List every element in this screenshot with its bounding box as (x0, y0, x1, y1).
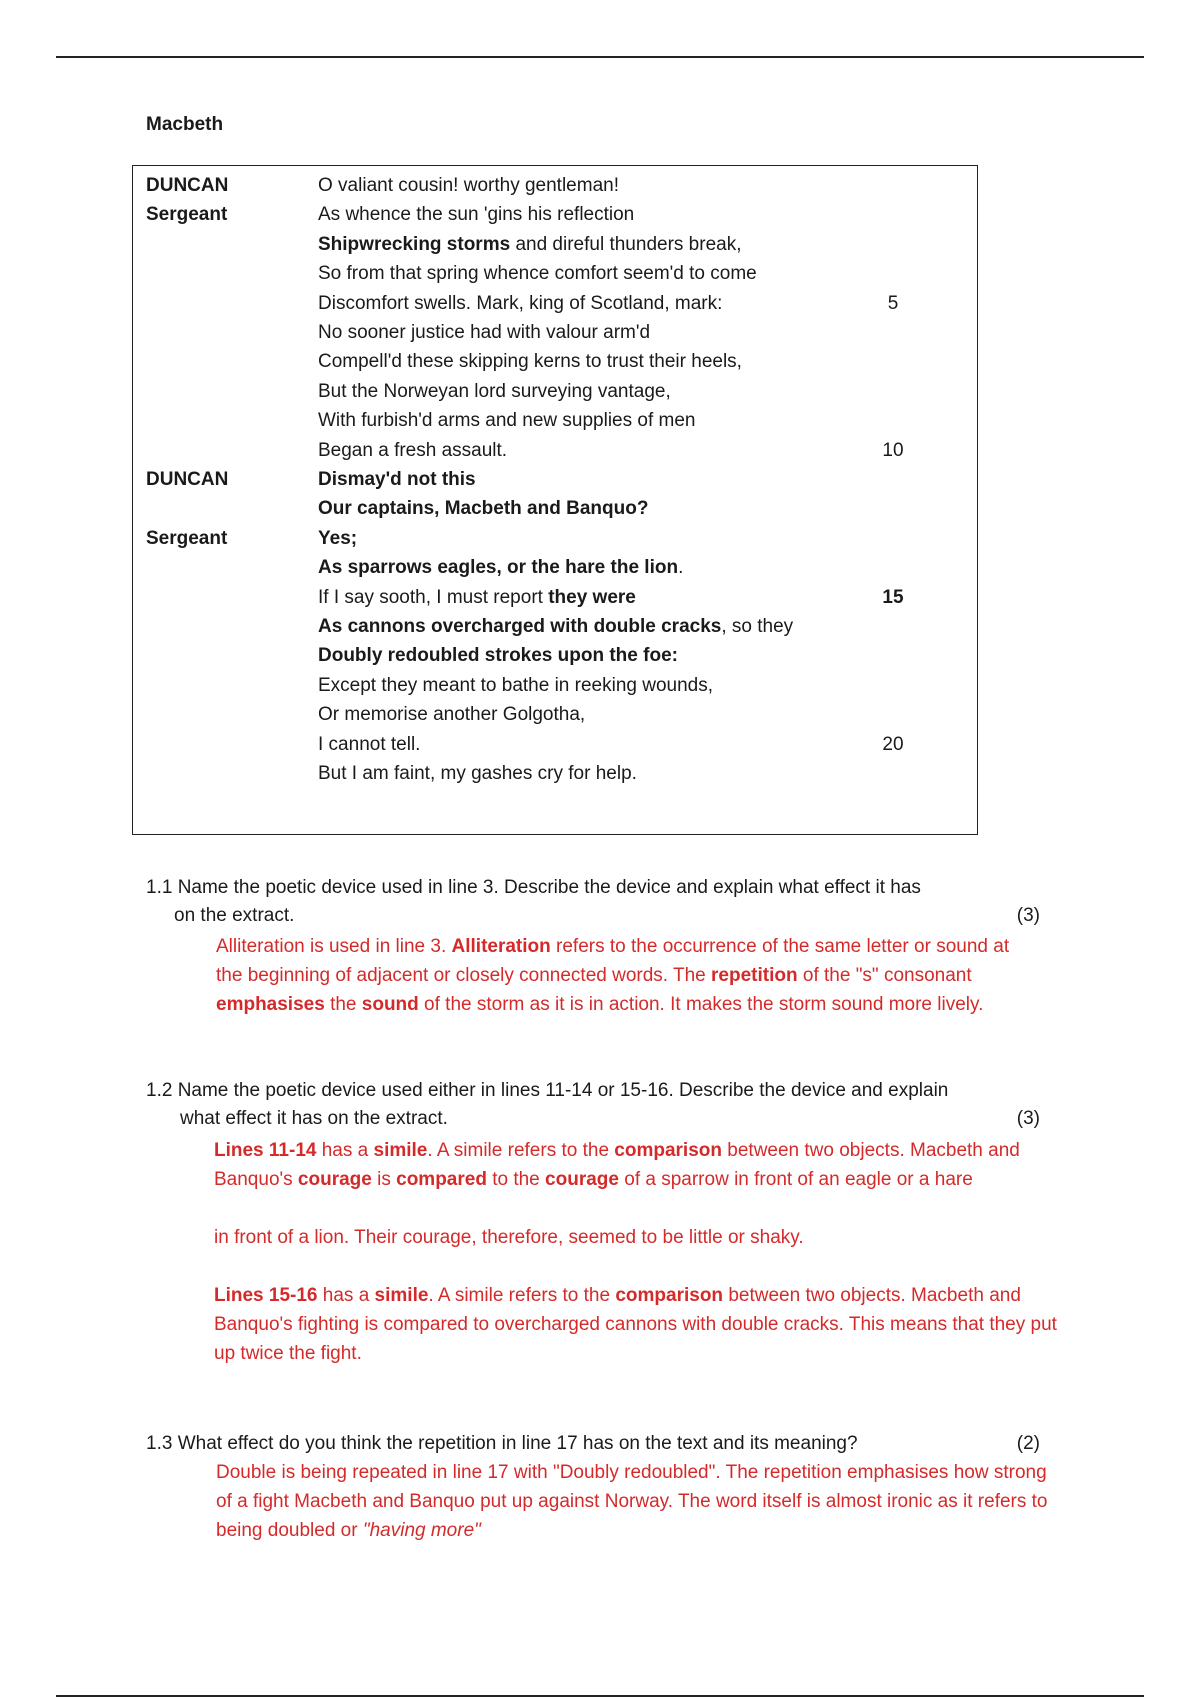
verse-segment: Yes; (318, 527, 358, 549)
answer-segment: courage (545, 1169, 619, 1190)
document-title: Macbeth (146, 114, 224, 135)
answer-segment: comparison (615, 1285, 724, 1306)
extract-line (133, 495, 977, 523)
extract-line (133, 731, 977, 759)
answer-segment: "having more" (362, 1520, 481, 1541)
marks: (2) (1016, 1433, 1040, 1454)
answer-segment: to the (486, 1169, 546, 1190)
answer-1-2 (214, 1136, 1058, 1368)
question-line: 1.2 Name the poetic device used either in lines 11-14 or 15-16. Describe the device and explain (146, 1080, 949, 1101)
verse-text (318, 642, 678, 670)
verse-text (318, 348, 742, 376)
extract-line (133, 260, 977, 288)
verse-text (318, 731, 420, 759)
verse-text (318, 466, 476, 494)
speaker-name: Sergeant (146, 204, 228, 226)
answer-segment: sound (361, 994, 419, 1015)
line-number: 10 (882, 439, 904, 461)
extract-line (133, 201, 977, 229)
verse-segment: Our captains, Macbeth and Banquo? (318, 498, 649, 520)
answer-segment: Alliteration (451, 936, 551, 957)
answer-segment: compared (396, 1169, 487, 1190)
extract-line (133, 525, 977, 553)
verse-text (318, 672, 713, 700)
answer-segment: has a (316, 1140, 374, 1161)
paragraph-gap (214, 1194, 1058, 1223)
question-text-cont (146, 1105, 1046, 1133)
verse-segment: Or memorise another Golgotha, (318, 704, 586, 726)
line-number: 15 (882, 586, 904, 608)
extract-line (133, 378, 977, 406)
extract-line (133, 760, 977, 788)
answer-segment: of the "s" consonant (797, 965, 972, 986)
verse-segment: But the Norweyan lord surveying vantage, (318, 380, 671, 402)
verse-segment: Began a fresh assault. (318, 439, 508, 461)
verse-text (318, 760, 637, 788)
answer-paragraph (214, 1281, 1058, 1368)
question-1-3 (146, 1430, 1046, 1458)
verse-segment: But I am faint, my gashes cry for help. (318, 763, 637, 784)
question-text (146, 874, 1046, 902)
verse-text (318, 613, 793, 641)
extract-line (133, 172, 977, 200)
verse-text (318, 201, 634, 229)
verse-text (318, 701, 585, 729)
verse-segment: O valiant cousin! worthy gentleman! (318, 175, 619, 196)
answer-segment: the (324, 994, 362, 1015)
answer-paragraph (216, 1458, 1056, 1545)
answer-segment: Double is being repeated in line 17 with "Doubly redoubled". The repetition emphasises how strong of a fight Macbeth and Banquo put up against Norway. The word itself is almost ironic as it refers to being doubled or (216, 1462, 1048, 1541)
extract-line (133, 231, 977, 259)
verse-segment: , so they (721, 616, 794, 637)
extract-line (133, 701, 977, 729)
verse-segment: As cannons overcharged with double cracks (318, 616, 722, 637)
extract-line (133, 407, 977, 435)
extract-line (133, 554, 977, 582)
verse-text (318, 407, 695, 435)
question-line: 1.3 What effect do you think the repetition in line 17 has on the text and its meaning? (146, 1433, 858, 1454)
verse-text (318, 378, 671, 406)
verse-text (318, 584, 636, 612)
paragraph-gap (214, 1252, 1058, 1281)
answer-paragraph (216, 932, 1026, 1019)
answer-segment: has a (317, 1285, 375, 1306)
speaker-name: Sergeant (146, 527, 228, 549)
verse-segment: So from that spring whence comfort seem'd to come (318, 263, 757, 285)
extract-line (133, 466, 977, 494)
extract-line (133, 348, 977, 376)
verse-segment: I cannot tell. (318, 733, 421, 755)
answer-segment: courage (297, 1169, 372, 1190)
question-text (146, 1430, 1046, 1458)
marks: (3) (1016, 905, 1040, 926)
verse-text (318, 172, 619, 200)
answer-segment: of a sparrow in front of an eagle or a hare (618, 1169, 973, 1190)
answer-segment: in front of a lion. Their courage, therefore, seemed to be little or shaky. (214, 1227, 804, 1248)
answer-segment: simile (373, 1140, 428, 1161)
answer-segment: Lines 15-16 (214, 1285, 318, 1306)
verse-segment: Compell'd these skipping kerns to trust their heels, (318, 351, 742, 373)
verse-segment: and direful thunders break, (510, 233, 742, 255)
verse-segment: As whence the sun 'gins his reflection (318, 204, 635, 226)
verse-segment: As sparrows eagles, or the hare the lion (318, 557, 679, 579)
verse-segment: With furbish'd arms and new supplies of men (318, 410, 696, 432)
verse-segment: No sooner justice had with valour arm'd (318, 322, 651, 343)
speaker-name: DUNCAN (146, 175, 229, 196)
marks: (3) (1016, 1108, 1040, 1129)
answer-segment: repetition (711, 965, 798, 986)
extract-line (133, 613, 977, 641)
verse-text (318, 437, 507, 465)
verse-segment: Discomfort swells. Mark, king of Scotland, mark: (318, 292, 723, 314)
answer-segment: emphasises (216, 994, 325, 1015)
verse-text (318, 495, 648, 523)
answer-segment: between two objects. Macbeth and Banquo's fighting is compared to overcharged cannons with double cracks. This means that they put up twice the fight. (214, 1285, 1057, 1364)
bottom-rule (56, 1695, 1144, 1697)
line-number: 5 (887, 292, 899, 314)
top-rule (56, 56, 1144, 58)
verse-segment: If I say sooth, I must report (318, 586, 549, 608)
answer-segment: between two objects. Macbeth and Banquo's (214, 1140, 1020, 1190)
extract-line (133, 584, 977, 612)
question-text (146, 1077, 1046, 1105)
answer-segment: simile (374, 1285, 429, 1306)
answer-1-3 (216, 1458, 1056, 1545)
verse-text (318, 290, 722, 318)
speaker-name: DUNCAN (146, 469, 229, 490)
extract-line (133, 319, 977, 347)
answer-segment: comparison (614, 1140, 722, 1161)
extract-box (132, 165, 978, 835)
question-line: 1.1 Name the poetic device used in line 3. Describe the device and explain what effect it has (146, 877, 921, 898)
verse-segment: Doubly redoubled strokes upon the foe: (318, 645, 678, 667)
verse-segment: Dismay'd not this (318, 469, 476, 490)
answer-segment: . A simile refers to the (427, 1140, 615, 1161)
question-text-cont (146, 902, 1046, 930)
question-1-2 (146, 1077, 1046, 1133)
verse-segment: Shipwrecking storms (318, 233, 511, 255)
answer-segment: Lines 11-14 (214, 1140, 317, 1161)
answer-paragraph (214, 1136, 1058, 1194)
extract-line (133, 642, 977, 670)
answer-segment: . A simile refers to the (428, 1285, 616, 1306)
line-number: 20 (882, 733, 904, 755)
verse-text (318, 319, 650, 347)
verse-text (318, 525, 357, 553)
answer-segment: refers to the occurrence of the same letter or sound at the beginning of adjacent or closely connected words. The (216, 936, 1010, 986)
question-line: on the extract. (174, 905, 295, 926)
answer-paragraph (214, 1223, 1058, 1252)
answer-segment: of the storm as it is in action. It makes the storm sound more lively. (418, 994, 984, 1015)
extract-line (133, 437, 977, 465)
verse-text (318, 260, 757, 288)
extract-line (133, 290, 977, 318)
extract-line (133, 672, 977, 700)
answer-1-1 (216, 932, 1026, 1019)
question-line: what effect it has on the extract. (180, 1108, 448, 1129)
verse-text (318, 231, 741, 259)
verse-segment: . (678, 557, 684, 579)
verse-text (318, 554, 683, 582)
answer-segment: is (371, 1169, 397, 1190)
question-1-1 (146, 874, 1046, 930)
verse-segment: they were (548, 586, 636, 608)
answer-segment: Alliteration is used in line 3. (216, 936, 452, 957)
verse-segment: Except they meant to bathe in reeking wounds, (318, 674, 714, 696)
